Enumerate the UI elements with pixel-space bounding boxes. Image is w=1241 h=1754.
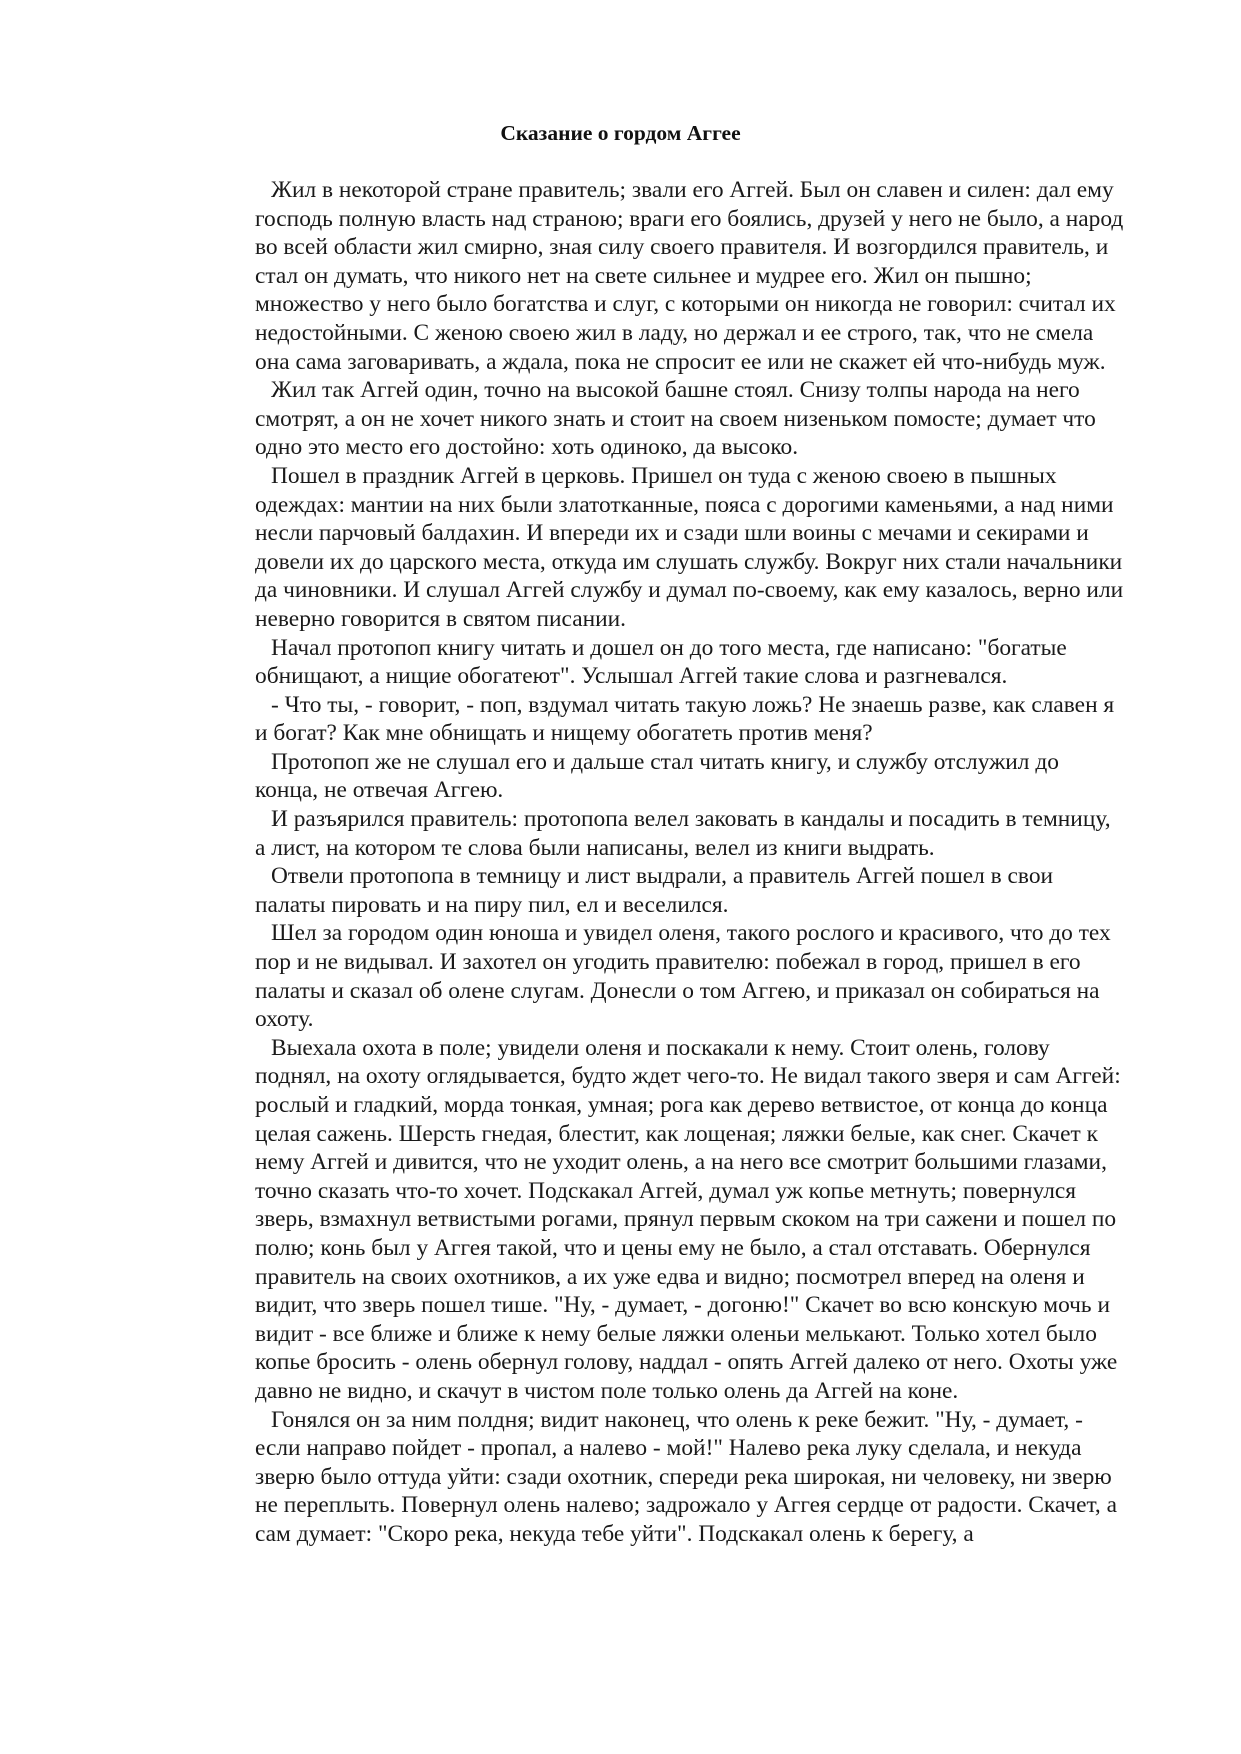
paragraph: Гонялся он за ним полдня; видит наконец, что олень к реке бежит. "Ну, - думает, - если направо пойдет - пропал, а налево - мой!" Налево река луку сделала, и некуда зверю было оттуда уйти: сзади охотник, спереди река широкая, ни человеку, ни зверю не переплыть. Повернул олень налево; задрожало у Аггея сердце от радости. Скачет, а сам думает: "Скоро река, некуда тебе уйти". Подскакал олень к берегу, а <box>255 1406 1118 1547</box>
document-title: Сказание о гордом Аггее <box>500 121 741 145</box>
paragraph: Пошел в праздник Аггей в церковь. Пришел он туда с женою своею в пышных одеждах: мантии на них были златотканные, пояса с дорогими каменьями, а над ними несли парчовый балдахин. И впереди их и сзади шли воины с мечами и секирами и довели их до царского места, откуда им слушать службу. Вокруг них стали начальники да чиновники. И слушал Аггей службу и думал по-своему, как ему казалось, верно или неверно говорится в святом писании. <box>255 462 1124 632</box>
paragraph: И разъярился правитель: протопопа велел заковать в кандалы и посадить в темницу, а лист, на котором те слова были написаны, велел из книги выдрать. <box>255 806 1111 861</box>
paragraph: Протопоп же не слушал его и дальше стал читать книгу, и службу отслужил до конца, не отвечая Аггею. <box>255 748 1059 804</box>
paragraph: Жил так Аггей один, точно на высокой башне стоял. Снизу толпы народа на него смотрят, а он не хочет никого знать и стоит на своем низеньком помосте; думает что одно это место его достойно: хоть одиноко, да высоко. <box>255 377 1096 461</box>
paragraph: Выехала охота в поле; увидели оленя и поскакали к нему. Стоит олень, голову поднял, на охоту оглядывается, будто ждет чего-то. Не видал такого зверя и сам Аггей: рослый и гладкий, морда тонкая, умная; рога как дерево ветвистое, от конца до конца целая сажень. Шерсть гнедая, блестит, как лощеная; ляжки белые, как снег. Скачет к нему Аггей и дивится, что не уходит олень, а на него все смотрит большими глазами, точно сказать что-то хочет. Подскакал Аггей, думал уж копье метнуть; повернулся зверь, взмахнул ветвистыми рогами, прянул первым скоком на три сажени и пошел по полю; конь был у Аггея такой, что и цены ему не было, а стал отставать. Обернулся правитель на своих охотников, а их уже едва и видно; посмотрел вперед на оленя и видит, что зверь пошел тише. "Ну, - думает, - догоню!" Скачет во всю конскую мочь и видит - все ближе и ближе к нему белые ляжки оленьи мелькают. Только хотел было копье бросить - олень обернул голову, наддал - опять Аггей далеко от него. Охоты уже давно не видно, и скачут в чистом поле только олень да Аггей на коне. <box>255 1034 1121 1404</box>
paragraph: Жил в некоторой стране правитель; звали его Аггей. Был он славен и силен: дал ему господь полную власть над страною; враги его боялись, друзей у него не было, а народ во всей области жил смирно, зная силу своего правителя. И возгордился правитель, и стал он думать, что никого нет на свете сильнее и мудрее его. Жил он пышно; множество у него было богатства и слуг, с которыми он никогда не говорил: считал их недостойными. С женою своею жил в ладу, но держал и ее строго, так, что не смела она сама заговаривать, а ждала, пока не спросит ее или не скажет ей что-нибудь муж. <box>255 177 1124 375</box>
paragraph: Начал протопоп книгу читать и дошел он до того места, где написано: "богатые обнищают, а нищие обогатеют". Услышал Аггей такие слова и разгневался. <box>255 634 1067 690</box>
paragraph: Отвели протопопа в темницу и лист выдрали, а правитель Аггей пошел в свои палаты пировать и на пиру пил, ел и веселился. <box>255 863 1054 918</box>
paragraph: Шел за городом один юноша и увидел оленя, такого рослого и красивого, что до тех пор и не видывал. И захотел он угодить правителю: побежал в город, пришел в его палаты и сказал об олене слугам. Донесли о том Аггею, и приказал он собираться на охоту. <box>255 920 1111 1033</box>
document-body <box>255 176 1125 1549</box>
paragraph: - Что ты, - говорит, - поп, вздумал читать такую ложь? Не знаешь разве, как славен я и богат? Как мне обнищать и нищему обогатеть против меня? <box>255 691 1115 747</box>
